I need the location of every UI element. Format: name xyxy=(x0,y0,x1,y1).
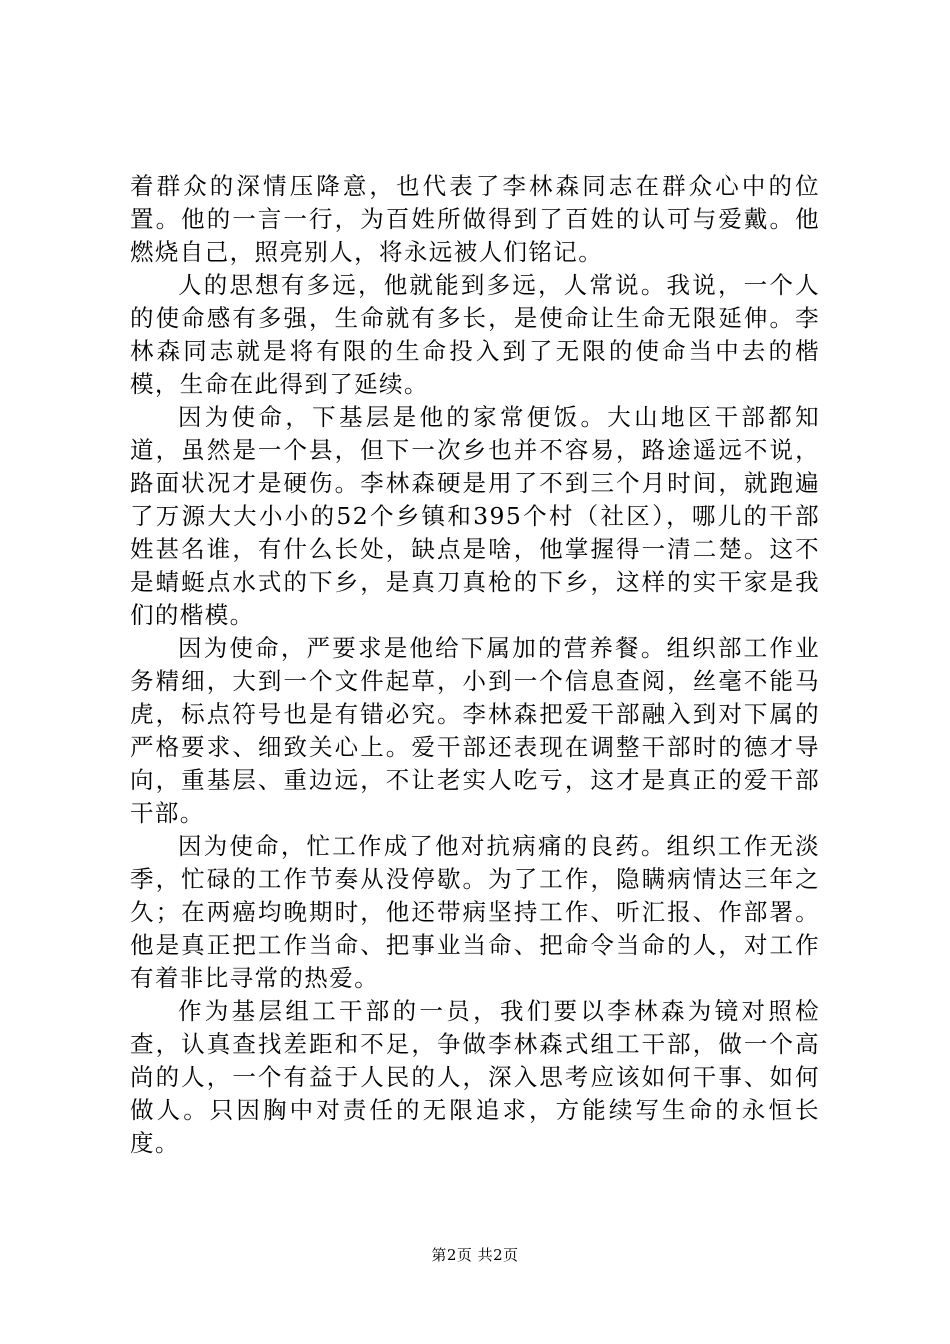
paragraph-5: 因为使命，忙工作成了他对抗病痛的良药。组织工作无淡季，忙碌的工作节奏从没停歇。为了工作，隐瞒病情达三年之久；在两癌均晚期时，他还带病坚持工作、听汇报、作部署。他是真正把工作当命、把事业当命、把命令当命的人，对工作有着非比寻常的热爱。 xyxy=(130,832,820,992)
paragraph-4: 因为使命，严要求是他给下属加的营养餐。组织部工作业务精细，大到一个文件起草，小到一个信息查阅，丝毫不能马虎，标点符号也是有错必究。李林森把爱干部融入到对下属的严格要求、细致关心上。爱干部还表现在调整干部时的德才导向，重基层、重边远，不让老实人吃亏，这才是真正的爱干部干部。 xyxy=(130,634,820,827)
document-body xyxy=(130,170,820,1160)
paragraph-1: 着群众的深情压降意，也代表了李林森同志在群众心中的位置。他的一言一行，为百姓所做得到了百姓的认可与爱戴。他燃烧自己，照亮别人，将永远被人们铭记。 xyxy=(130,172,820,266)
paragraph-2: 人的思想有多远，他就能到多远，人常说。我说，一个人的使命感有多强，生命就有多长，是使命让生命无限延伸。李林森同志就是将有限的生命投入到了无限的使命当中去的楷模，生命在此得到了延续。 xyxy=(130,271,820,398)
page-number-footer: 第2页 共2页 xyxy=(431,1246,519,1264)
paragraph-6: 作为基层组工干部的一员，我们要以李林森为镜对照检查，认真查找差距和不足，争做李林森式组工干部，做一个高尚的人，一个有益于人民的人，深入思考应该如何干事、如何做人。只因胸中对责任的无限追求，方能续写生命的永恒长度。 xyxy=(130,997,820,1157)
paragraph-3: 因为使命，下基层是他的家常便饭。大山地区干部都知道，虽然是一个县，但下一次乡也并不容易，路途遥远不说，路面状况才是硬伤。李林森硬是用了不到三个月时间，就跑遍了万源大大小小的52个乡镇和395个村（社区），哪儿的干部姓甚名谁，有什么长处，缺点是啥，他掌握得一清二楚。这不是蜻蜓点水式的下乡，是真刀真枪的下乡，这样的实干家是我们的楷模。 xyxy=(130,403,820,629)
